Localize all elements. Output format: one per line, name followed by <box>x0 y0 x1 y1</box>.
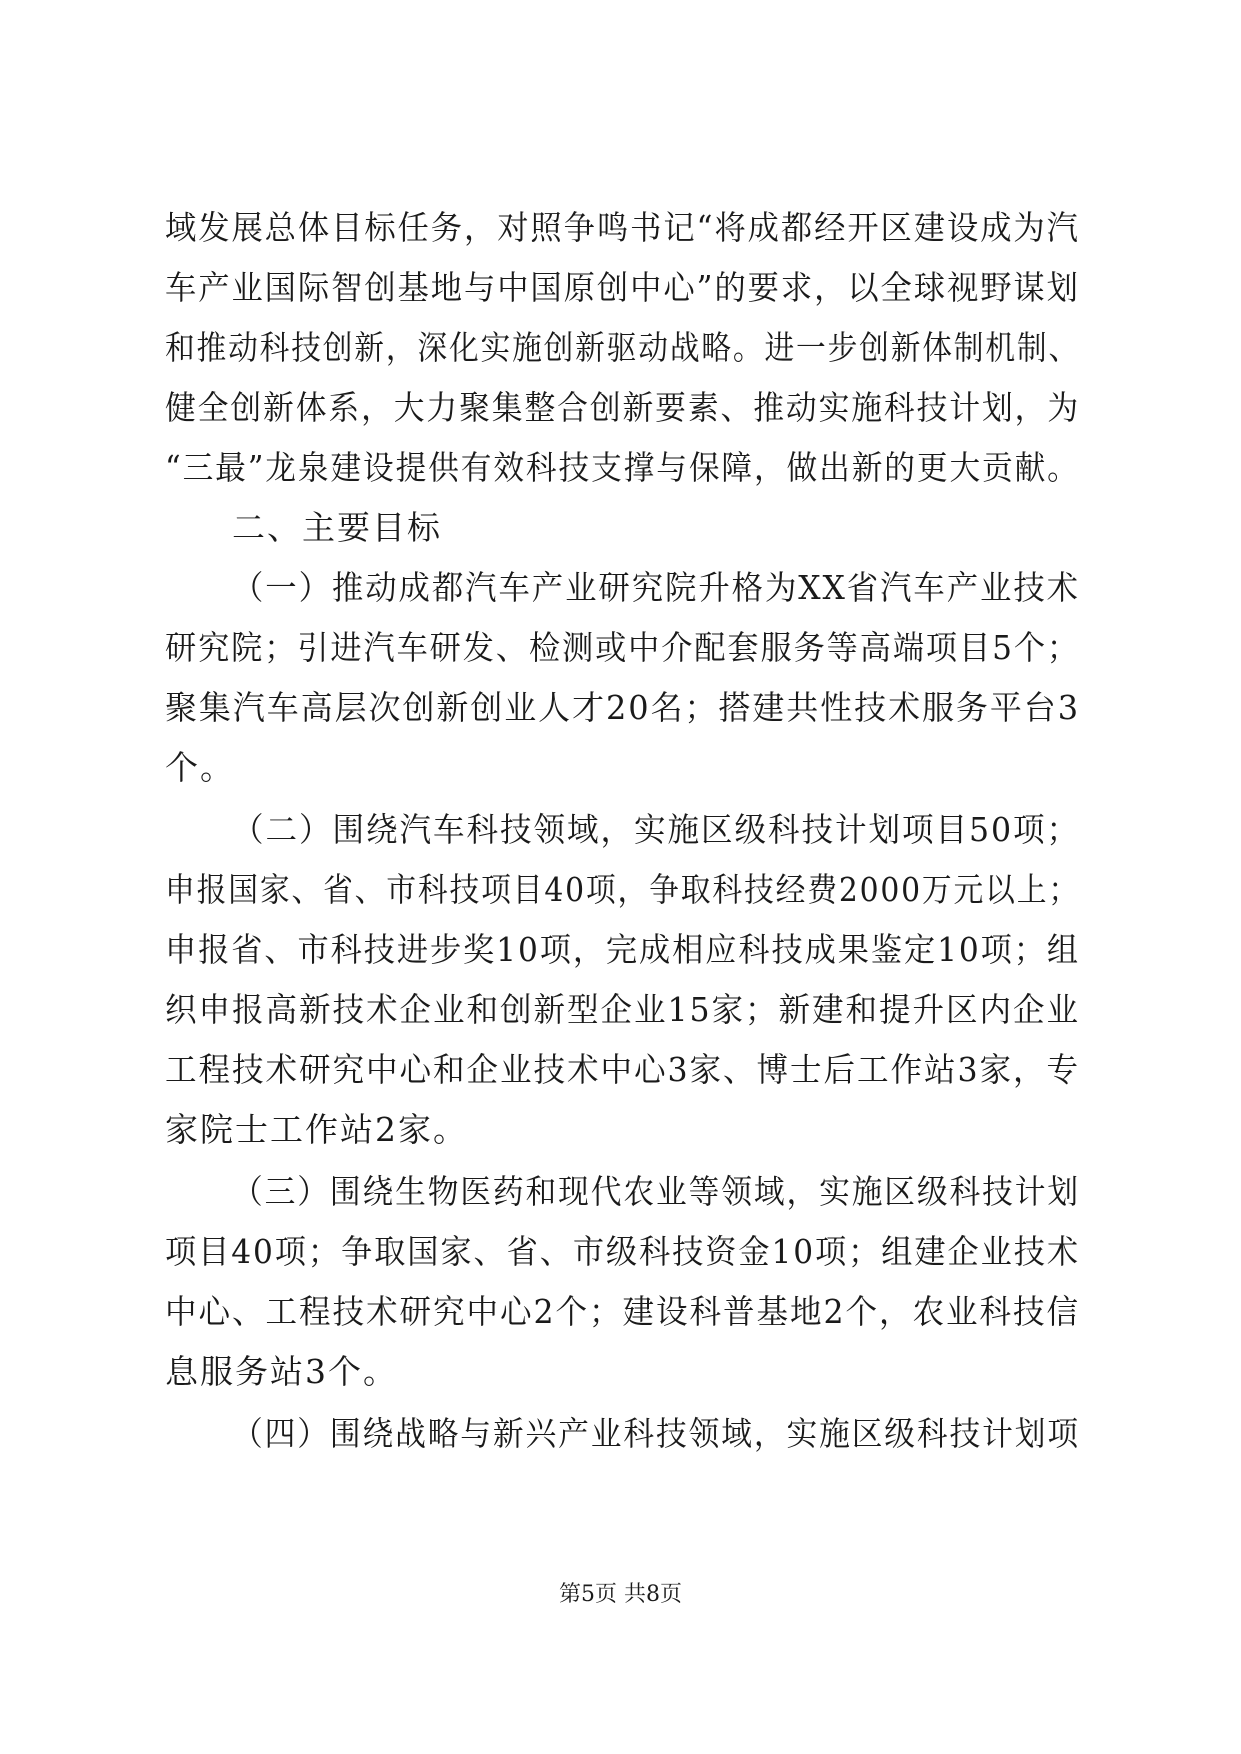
body-line: （二）围绕汽车科技领域，实施区级科技计划项目50项； <box>232 810 1080 849</box>
body-line: 中心、工程技术研究中心2个；建设科普基地2个，农业科技信 <box>165 1292 1080 1331</box>
body-line: 家院士工作站2家。 <box>165 1110 468 1149</box>
body-line: 申报国家、省、市科技项目40项，争取科技经费2000万元以上； <box>165 870 1080 909</box>
body-line: 域发展总体目标任务，对照争鸣书记“将成都经开区建设成为汽 <box>165 208 1080 247</box>
body-line: 聚集汽车高层次创新创业人才20名；搭建共性技术服务平台3 <box>165 688 1080 727</box>
body-line: （四）围绕战略与新兴产业科技领域，实施区级科技计划项 <box>232 1414 1080 1453</box>
body-line: 申报省、市科技进步奖10项，完成相应科技成果鉴定10项；组 <box>165 930 1080 969</box>
page-number-footer: 第5页 共8页 <box>559 1582 682 1607</box>
body-line: 健全创新体系，大力聚集整合创新要素、推动实施科技计划，为 <box>165 388 1080 427</box>
section-heading: 二、主要目标 <box>232 508 442 547</box>
body-line: 工程技术研究中心和企业技术中心3家、博士后工作站3家，专 <box>165 1050 1080 1089</box>
body-line: 织申报高新技术企业和创新型企业15家；新建和提升区内企业 <box>165 990 1080 1029</box>
body-line: 个。 <box>165 748 235 787</box>
body-line: （三）围绕生物医药和现代农业等领域，实施区级科技计划 <box>232 1172 1080 1211</box>
body-line: （一）推动成都汽车产业研究院升格为XX省汽车产业技术 <box>232 568 1080 607</box>
body-line: 研究院；引进汽车研发、检测或中介配套服务等高端项目5个； <box>165 628 1080 667</box>
body-line: 和推动科技创新，深化实施创新驱动战略。进一步创新体制机制、 <box>165 328 1080 367</box>
body-line: 项目40项；争取国家、省、市级科技资金10项；组建企业技术 <box>165 1232 1080 1271</box>
body-line: 息服务站3个。 <box>165 1352 398 1391</box>
body-line: 车产业国际智创基地与中国原创中心”的要求，以全球视野谋划 <box>165 268 1080 307</box>
body-line: “三最”龙泉建设提供有效科技支撑与保障，做出新的更大贡献。 <box>165 448 1080 487</box>
